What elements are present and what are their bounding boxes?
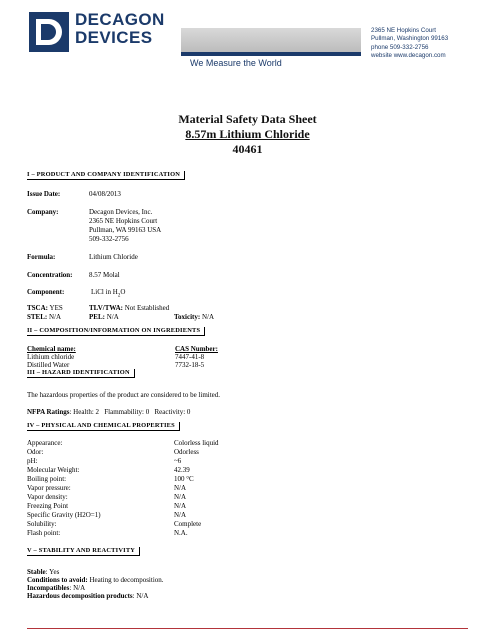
document-title: Material Safety Data Sheet [178,112,317,126]
hazardous-decomposition-label: Hazardous decomposition products [27,592,133,600]
conditions-label: Conditions to avoid: [27,576,88,584]
pel-row [89,313,119,322]
nfpa-health: : Health: 2 [69,408,100,416]
component-subscript: 2 [117,293,121,299]
section-heading: I – PRODUCT AND COMPANY IDENTIFICATION [27,171,185,180]
property-value: ~6 [174,457,182,465]
toxicity-value: N/A [201,313,214,321]
component-value [91,288,125,300]
tsca-value: YES [49,304,63,312]
incompatibles-label: Incompatibles [27,584,70,592]
property-label: Freezing Point [27,502,69,510]
logo-line1: DECAGON [75,10,165,29]
tlv-label: TLV/TWA: [89,304,123,312]
issue-date-value: 04/08/2013 [89,190,121,198]
property-value: N/A [174,493,187,501]
toxicity-row [174,313,214,322]
property-label: Boiling point: [27,475,67,483]
tsca-row [27,304,63,313]
property-value: 42.39 [174,466,190,474]
toxicity-label: Toxicity: [174,313,201,321]
ingredient-name: Distilled Water [27,361,70,369]
stel-row [27,313,61,322]
product-name: 8.57m Lithium Chloride [185,127,310,141]
company-label: Company: [27,208,59,216]
nfpa-label: NFPA Ratings [27,408,70,416]
property-label: Solubility: [27,520,57,528]
company-line: Decagon Devices, Inc. [89,208,153,216]
property-value: N/A [174,502,187,510]
logo-wordmark [75,11,165,47]
chemical-name-header: Chemical name: [27,345,76,353]
formula-label: Formula: [27,253,56,261]
incompatibles-value: : N/A [69,584,86,592]
company-line: 2365 NE Hopkins Court [89,217,158,225]
cas-number-header: CAS Number: [175,345,218,353]
property-value: Colorless liquid [174,439,219,447]
company-info [89,208,161,244]
formula-value: Lithium Chloride [89,253,138,261]
hazard-text: The hazardous properties of the product are considered to be limited. [27,391,221,399]
nfpa-flammability: Flammability: 0 [104,408,150,416]
component-label: Component: [27,288,65,296]
component-suffix: O [120,288,126,296]
property-label: Vapor pressure: [27,484,71,492]
property-label: Specific Gravity (H2O=1) [27,511,101,519]
property-value: N/A [174,511,187,519]
address-line: website www.decagon.com [371,51,446,59]
section-heading: II – COMPOSITION/INFORMATION ON INGREDIENTS [27,327,205,336]
company-logo [27,9,182,55]
header-banner-accent [181,52,361,56]
property-value: Odorless [174,448,199,456]
address-line: phone 509-332-2756 [371,43,429,51]
logo-mark-icon [27,9,73,55]
properties-values [174,439,219,538]
concentration-label: Concentration: [27,271,73,279]
properties-labels [27,439,101,538]
property-label: pH: [27,457,38,465]
hazardous-decomposition-value: : N/A [132,592,149,600]
ingredient-cas: 7447-41-8 [175,353,205,361]
property-value: 100 °C [174,475,194,483]
stable-value: : Yes [45,568,60,576]
ingredient-name: Lithium chloride [27,353,75,361]
property-label: Odor: [27,448,44,456]
tlv-row [89,304,169,313]
company-address [371,27,481,60]
footer-divider [27,628,468,629]
pel-label: PEL: [89,313,105,321]
property-label: Molecular Weight: [27,466,80,474]
pel-value: N/A [106,313,119,321]
property-label: Vapor density: [27,493,68,501]
nfpa-ratings [27,408,190,417]
property-label: Flash point: [27,529,61,537]
address-line: 2365 NE Hopkins Court [371,27,437,34]
stel-label: STEL: [27,313,48,321]
address-line: Pullman, Washington 99163 [371,35,449,43]
tagline: We Measure the World [190,58,282,68]
product-number: 40461 [232,142,263,156]
logo-line2: DEVICES [75,28,153,47]
stel-value: N/A [48,313,62,321]
company-line: 509-332-2756 [89,235,129,243]
tlv-value: Not Established [124,304,170,312]
section-heading: V – STABILITY AND REACTIVITY [27,547,140,556]
section-heading: IV – PHYSICAL AND CHEMICAL PROPERTIES [27,422,180,431]
stable-label: Stable [27,568,46,576]
property-value: Complete [174,520,202,528]
company-line: Pullman, WA 99163 USA [89,226,162,234]
component-prefix: LiCl in H [91,288,118,296]
issue-date-label: Issue Date: [27,190,61,198]
property-label: Appearance: [27,439,63,447]
nfpa-reactivity: Reactivity: 0 [154,408,191,416]
tsca-label: TSCA: [27,304,49,312]
ingredient-cas: 7732-18-5 [175,361,205,369]
property-value: N.A. [174,529,188,537]
property-value: N/A [174,484,187,492]
header-banner [181,28,361,52]
hazardous-decomposition-row [27,592,148,601]
concentration-value: 8.57 Molal [89,271,120,279]
section-heading: III – HAZARD IDENTIFICATION [27,369,135,378]
conditions-value: Heating to decomposition. [89,576,164,584]
